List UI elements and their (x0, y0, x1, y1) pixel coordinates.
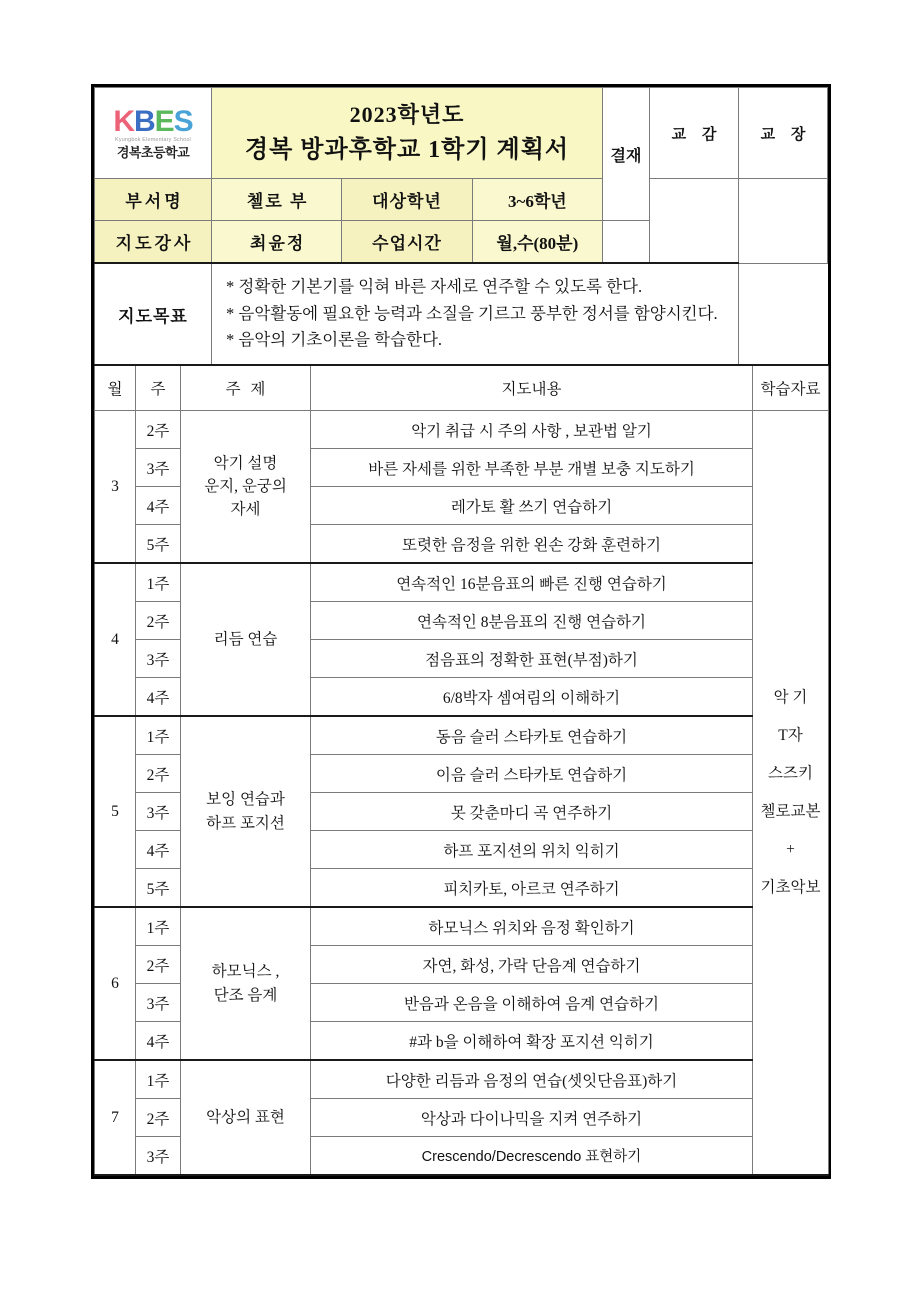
logo-letter-b: B (133, 105, 155, 139)
school-logo (95, 107, 211, 158)
week-cell: 1주 (136, 1060, 181, 1099)
topic-line: 악기 설명 (213, 454, 278, 472)
field-value-instructor: 최윤정 (212, 221, 342, 264)
week-cell: 1주 (136, 563, 181, 602)
plan-document (91, 84, 831, 1179)
field-label-department: 부서명 (95, 179, 212, 221)
schedule-header-row (95, 365, 829, 411)
content-cell: 연속적인 16분음표의 빠른 진행 연습하기 (311, 563, 753, 602)
content-cell: 이음 슬러 스타카토 연습하기 (311, 755, 753, 793)
field-label-instructor: 지도강사 (95, 221, 212, 264)
week-cell: 3주 (136, 793, 181, 831)
material-item: T자 (778, 726, 803, 744)
content-cell: 자연, 화성, 가락 단음계 연습하기 (311, 946, 753, 984)
content-cell: 6/8박자 셈여림의 이해하기 (311, 678, 753, 717)
content-cell: Crescendo/Decrescendo 표현하기 (311, 1137, 753, 1176)
week-cell: 1주 (136, 716, 181, 755)
goal-item-3: * 음악의 기초이론을 학습한다. (226, 330, 443, 350)
material-item: + (786, 840, 795, 858)
week-cell: 4주 (136, 1022, 181, 1061)
month-cell: 7 (95, 1060, 136, 1175)
week-cell: 3주 (136, 640, 181, 678)
week-cell: 4주 (136, 831, 181, 869)
goals-label: 지도목표 (95, 263, 212, 365)
week-cell: 5주 (136, 525, 181, 564)
topic-cell (181, 563, 311, 716)
content-cell: 악기 취급 시 주의 사항 , 보관법 알기 (311, 411, 753, 449)
table-row (95, 716, 829, 755)
column-header-topic: 주 제 (181, 365, 311, 411)
goal-item-1: * 정확한 기본기를 익혀 바른 자세로 연주할 수 있도록 한다. (226, 277, 643, 296)
content-cell: 하모닉스 위치와 음정 확인하기 (311, 907, 753, 946)
approval-signature-vice-principal[interactable] (650, 179, 739, 264)
approval-signature-principal[interactable] (739, 179, 828, 264)
column-header-content: 지도내용 (311, 365, 753, 411)
material-item: 스즈키 (768, 764, 813, 782)
content-cell: 못 갖춘마디 곡 연주하기 (311, 793, 753, 831)
content-cell: 다양한 리듬과 음정의 연습(셋잇단음표)하기 (311, 1060, 753, 1099)
topic-line: 보잉 연습과 (206, 791, 285, 809)
content-cell: 피치카토, 아르코 연주하기 (311, 869, 753, 908)
topic-cell (181, 907, 311, 1060)
column-header-materials: 학습자료 (753, 365, 829, 411)
month-cell: 5 (95, 716, 136, 907)
week-cell: 2주 (136, 602, 181, 640)
week-cell: 2주 (136, 946, 181, 984)
material-item: 기초악보 (760, 878, 821, 896)
logo-letter-e: E (154, 105, 174, 139)
dept-row (95, 179, 828, 221)
week-cell: 4주 (136, 678, 181, 717)
topic-line: 악상의 표현 (206, 1109, 285, 1127)
content-cell: 하프 포지션의 위치 익히기 (311, 831, 753, 869)
school-logo-cell (95, 88, 212, 179)
topic-line: 자세 (230, 501, 261, 519)
week-cell: 1주 (136, 907, 181, 946)
topic-line: 운지, 운궁의 (204, 478, 287, 496)
field-label-target-grade: 대상학년 (342, 179, 472, 221)
table-row (95, 411, 829, 449)
content-cell: 연속적인 8분음표의 진행 연습하기 (311, 602, 753, 640)
week-cell: 5주 (136, 869, 181, 908)
topic-line: 리듬 연습 (213, 631, 278, 649)
title-row (95, 88, 828, 179)
content-cell: 바른 자세를 위한 부족한 부분 개별 보충 지도하기 (311, 449, 753, 487)
topic-line: 하프 포지션 (206, 814, 285, 832)
table-row (95, 563, 829, 602)
month-cell: 6 (95, 907, 136, 1060)
week-cell: 4주 (136, 487, 181, 525)
week-cell: 2주 (136, 411, 181, 449)
week-cell: 3주 (136, 449, 181, 487)
field-label-class-time: 수업시간 (342, 221, 472, 264)
logo-letter-k: K (113, 105, 134, 139)
month-cell: 4 (95, 563, 136, 716)
approval-label: 결재 (603, 88, 650, 221)
topic-cell (181, 716, 311, 907)
goals-body (212, 263, 739, 365)
goal-item-2: * 음악활동에 필요한 능력과 소질을 기르고 풍부한 정서를 함양시킨다. (226, 303, 718, 323)
header-table (94, 87, 828, 365)
field-value-class-time: 월,수(80분) (472, 221, 602, 264)
table-row (95, 1060, 829, 1099)
topic-line: 하모닉스 , (211, 963, 280, 981)
schedule-body (95, 411, 829, 1176)
field-value-target-grade: 3~6학년 (472, 179, 602, 221)
schedule-table (94, 364, 829, 1176)
document-title (212, 88, 603, 179)
week-cell: 3주 (136, 984, 181, 1022)
logo-subtitle: Kyungbok Elementary School (115, 137, 191, 144)
content-cell: #과 b을 이해하여 확장 포지션 익히기 (311, 1022, 753, 1061)
content-cell: 동음 슬러 스타카토 연습하기 (311, 716, 753, 755)
materials-cell (753, 411, 829, 1176)
column-header-month: 월 (95, 365, 136, 411)
topic-cell (181, 1060, 311, 1175)
logo-initials (113, 107, 192, 137)
title-line-1: 2023학년도 (349, 101, 465, 127)
content-cell: 악상과 다이나믹을 지켜 연주하기 (311, 1099, 753, 1137)
table-row (95, 907, 829, 946)
title-line-2: 경복 방과후학교 1학기 계획서 (244, 136, 570, 163)
month-cell: 3 (95, 411, 136, 564)
column-header-week: 주 (136, 365, 181, 411)
week-cell: 2주 (136, 1099, 181, 1137)
approval-header-vice-principal: 교 감 (650, 88, 739, 179)
content-cell: 레가토 활 쓰기 연습하기 (311, 487, 753, 525)
goals-row (95, 263, 828, 365)
logo-korean-name: 경복초등학교 (116, 144, 190, 160)
material-item: 악 기 (773, 688, 808, 706)
topic-line: 단조 음계 (213, 986, 278, 1004)
week-cell: 2주 (136, 755, 181, 793)
content-cell: 점음표의 정확한 표현(부점)하기 (311, 640, 753, 678)
content-cell: 또렷한 음정을 위한 왼손 강화 훈련하기 (311, 525, 753, 564)
approval-header-principal: 교 장 (739, 88, 828, 179)
content-cell: 반음과 온음을 이해하여 음계 연습하기 (311, 984, 753, 1022)
field-value-department: 첼로 부 (212, 179, 342, 221)
topic-cell (181, 411, 311, 564)
logo-letter-s: S (173, 105, 193, 139)
material-item: 첼로교본 (760, 802, 821, 820)
week-cell: 3주 (136, 1137, 181, 1176)
